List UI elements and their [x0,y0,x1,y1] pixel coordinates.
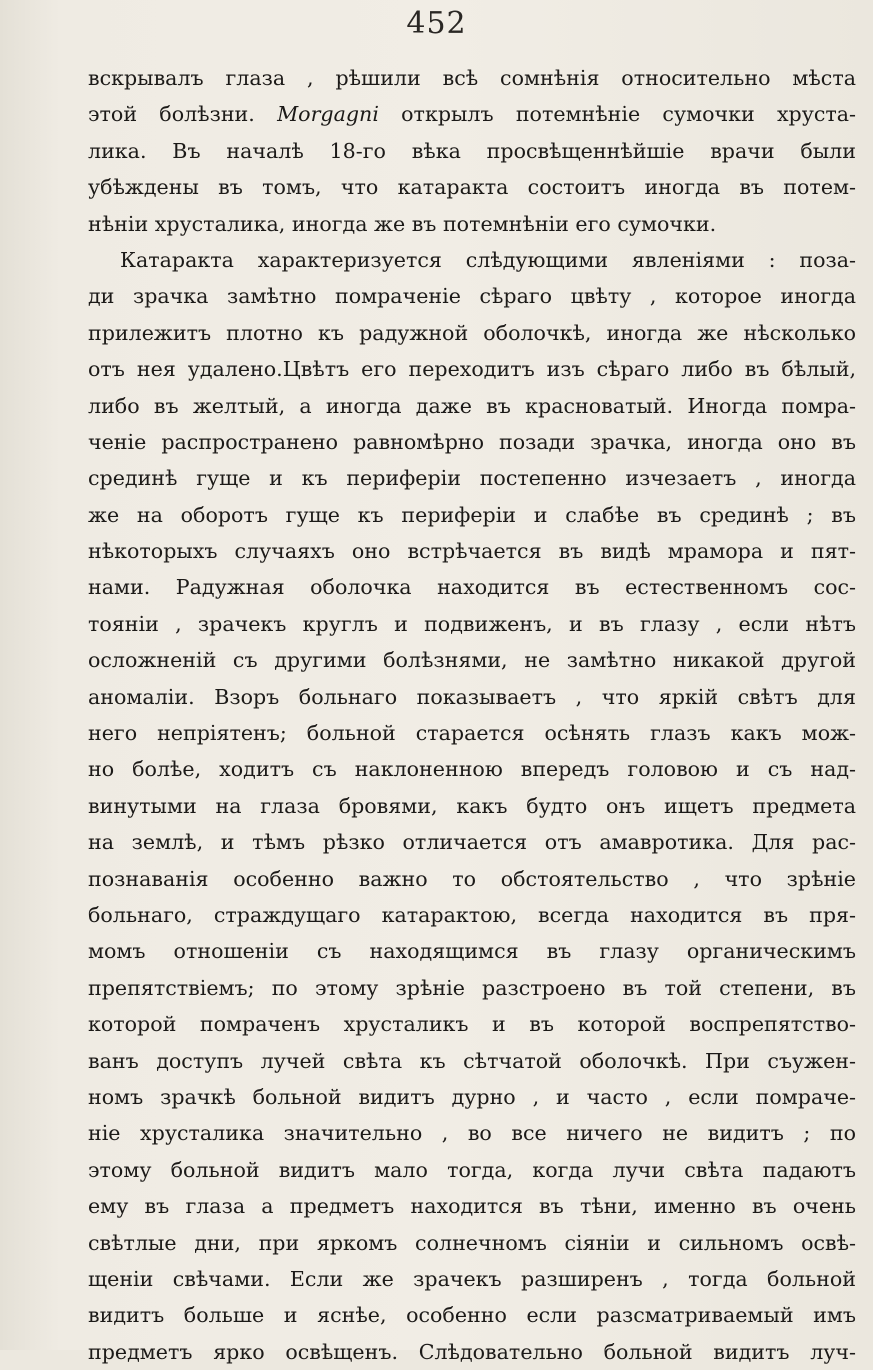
text-line: ему въ глаза а предметъ находится въ тѣни, именно въ очень [88,1194,856,1219]
text-line: ченіе распространено равномѣрно позади зрачка, иногда оно въ [88,429,856,454]
text-line: него непріятенъ; больной старается осѣнять глазъ какъ мож- [88,721,856,746]
text-line: убѣждены въ томъ, что катаракта состоитъ иногда въ потем- [88,175,856,200]
text-line: номъ зрачкѣ больной видитъ дурно , и часто , если помраче- [88,1084,856,1109]
text-line: лика. Въ началѣ 18-го вѣка просвѣщеннѣйшіе врачи были [88,138,856,163]
text-line: срединѣ гуще и къ периферіи постепенно изчезаетъ , иногда [88,466,856,491]
text-line: свѣтлые дни, при яркомъ солнечномъ сіяніи и сильномъ освѣ- [88,1230,856,1255]
text-line: этому больной видитъ мало тогда, когда лучи свѣта падаютъ [88,1157,856,1182]
text-line: ванъ доступъ лучей свѣта къ сѣтчатой оболочкѣ. При съужен- [88,1048,856,1073]
text-line: предметъ ярко освѣщенъ. Слѣдовательно больной видитъ луч- [88,1339,856,1364]
text-line: тояніи , зрачекъ круглъ и подвиженъ, и въ глазу , если нѣтъ [88,611,856,636]
text-line: Катаракта характеризуется слѣдующими явленіями : поза- [120,247,856,272]
text-line: аномаліи. Взоръ больнаго показываетъ , что яркій свѣтъ для [88,684,856,709]
text-fragment: этой болѣзни. [88,102,255,127]
text-line: больнаго, страждущаго катарактою, всегда находится въ пря- [88,902,856,927]
text-line: на землѣ, и тѣмъ рѣзко отличается отъ амавротика. Для рас- [88,830,856,855]
text-line: осложненій съ другими болѣзнями, не замѣтно никакой другой [88,648,856,673]
text-line: момъ отношеніи съ находящимся въ глазу органическимъ [88,939,856,964]
text-line: либо въ желтый, а иногда даже въ красноватый. Иногда помра- [88,393,856,418]
text-line: винутыми на глаза бровями, какъ будто онъ ищетъ предмета [88,793,856,818]
text-line: но болѣе, ходитъ съ наклоненною впередъ головою и съ над- [88,757,856,782]
text-line: которой помраченъ хрусталикъ и въ которой воспрепятство- [88,1012,856,1037]
text-line: нами. Радужная оболочка находится въ естественномъ сос- [88,575,856,600]
text-line: же на оборотъ гуще къ периферіи и слабѣе въ срединѣ ; въ [88,502,856,527]
text-line: ди зрачка замѣтно помраченіе сѣраго цвѣту , которое иногда [88,284,856,309]
text-line: вскрывалъ глаза , рѣшили всѣ сомнѣнія относительно мѣста [88,66,856,90]
text-line: препятствіемъ; по этому зрѣніе разстроено въ той степени, въ [88,975,856,1000]
text-fragment: открылъ потемнѣніе сумочки хруста- [401,102,856,127]
text-line: видитъ больше и яснѣе, особенно если разсматриваемый имъ [88,1303,856,1328]
text-line: нѣніи хрусталика, иногда же въ потемнѣніи его сумочки. [88,211,717,236]
text-line: прилежитъ плотно къ радужной оболочкѣ, иногда же нѣсколько [88,320,856,345]
page-number: 452 [406,6,467,41]
text-line: щеніи свѣчами. Если же зрачекъ разширенъ , тогда больной [88,1266,856,1291]
author-name: Morgagni [277,102,379,127]
body-text [88,60,856,1370]
text-line: нѣкоторыхъ случаяхъ оно встрѣчается въ видѣ мрамора и пят- [88,539,856,564]
text-line: ніе хрусталика значительно , во все ничего не видитъ ; по [88,1121,856,1146]
text-line: познаванія особенно важно то обстоятельство , что зрѣніе [88,866,856,891]
text-line [88,96,856,132]
text-line: отъ нея удалено.Цвѣтъ его переходитъ изъ сѣраго либо въ бѣлый, [88,357,856,382]
